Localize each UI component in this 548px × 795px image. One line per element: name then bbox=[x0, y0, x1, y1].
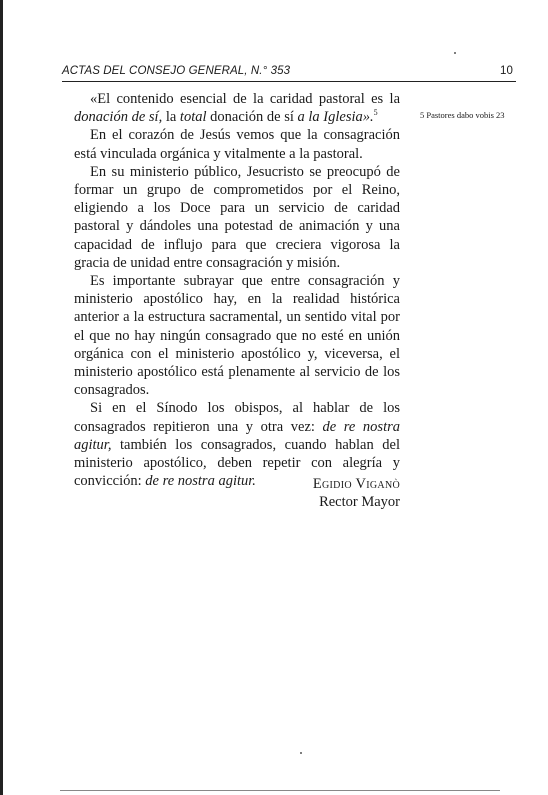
text-segment: también los consagrados, cuando hablan del ministerio apostólico, deben repetir con alegría y convicción: bbox=[74, 436, 400, 490]
text-segment: Si en el Sínodo los obispos, al hablar de los consagrados repitieron una y otra vez: bbox=[74, 400, 400, 435]
speck-mark bbox=[300, 752, 302, 754]
header-rule bbox=[62, 81, 516, 82]
text-segment: donación de sí bbox=[206, 109, 298, 126]
paragraph bbox=[74, 163, 400, 272]
paragraph bbox=[74, 90, 400, 126]
header-title: ACTAS DEL CONSEJO GENERAL, N.° 353 bbox=[62, 65, 291, 77]
text-segment: donación de sí, bbox=[74, 109, 163, 126]
signature-name: Egidio Viganò bbox=[312, 476, 400, 492]
text-segment: Es importante subrayar que entre consagración y ministerio apostólico hay, en la realidad histórica anterior a la estructura sacramental, un sentido vital por el que no hay ningún consagrado que no esté en unión orgánica con el ministerio apostólico y, viceversa, el ministerio apostólico está plenamente al servicio de los consagrados. bbox=[74, 273, 400, 399]
text-segment: «El contenido esencial de la caridad pastoral es la bbox=[90, 91, 400, 107]
paragraph bbox=[74, 126, 400, 162]
signature-block bbox=[200, 475, 400, 511]
footnote-margin-note: 5 Pastores dabo vobis 23 bbox=[420, 110, 505, 120]
footnote-ref: 5 bbox=[373, 108, 378, 118]
page-edge-left bbox=[0, 0, 3, 795]
text-segment: a la Iglesia». bbox=[297, 109, 374, 126]
speck-mark bbox=[454, 52, 456, 54]
paragraph bbox=[74, 272, 400, 399]
text-segment: de re nostra agitur, bbox=[74, 418, 401, 453]
text-segment: total bbox=[179, 109, 207, 126]
text-segment: la bbox=[162, 109, 180, 126]
running-header bbox=[62, 65, 516, 81]
text-segment: de re nostra agitur. bbox=[145, 473, 256, 490]
signature-role: Rector Mayor bbox=[319, 494, 400, 510]
text-segment: En su ministerio público, Jesucristo se preocupó de formar un grupo de comprometidos por el Reino, eligiendo a los Doce para un servicio de caridad pastoral y dándoles una potestad de animación y una capacidad de influjo para que creciera vigorosa la gracia de unidad entre consagración y misión. bbox=[74, 163, 400, 271]
page-number: 10 bbox=[500, 65, 513, 77]
page-edge-bottom bbox=[60, 790, 500, 791]
body-text bbox=[74, 90, 400, 490]
text-segment: En el corazón de Jesús vemos que la consagración está vinculada orgánica y vitalmente a la pastoral. bbox=[74, 127, 400, 162]
